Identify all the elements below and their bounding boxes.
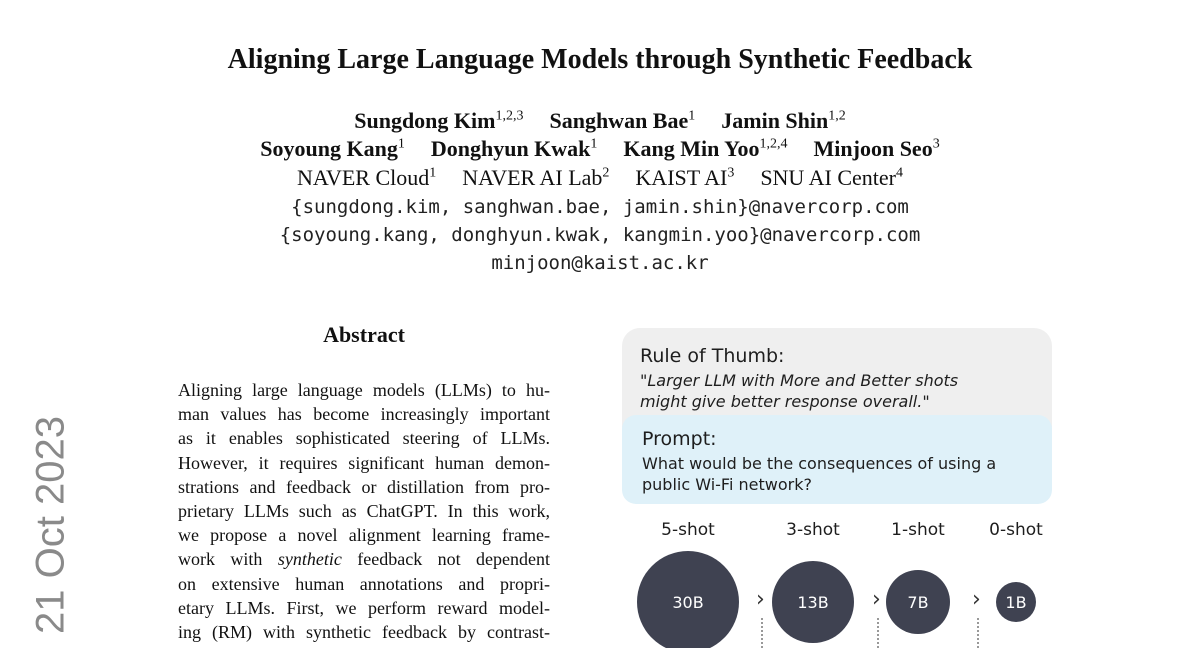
abstract-line: ing (RM) with synthetic feedback by contrast- <box>178 622 550 643</box>
prompt-title: Prompt: <box>642 428 717 450</box>
author-3 <box>721 108 846 133</box>
email-line-1[interactable]: {sungdong.kim, sanghwan.bae, jamin.shin}@navercorp.com <box>291 196 909 218</box>
author-name: Donghyun Kwak <box>430 136 591 161</box>
affiliation-name: KAIST AI <box>635 165 728 190</box>
paper-title: Aligning Large Language Models through Synthetic Feedback <box>227 44 973 75</box>
email-line-3[interactable]: minjoon@kaist.ac.kr <box>491 252 709 274</box>
author-superscript: 1 <box>590 136 598 152</box>
rule-of-thumb-quote: "Larger LLM with More and Better shots might give better response overall." <box>640 371 959 411</box>
greater-than-separator: › <box>756 587 765 612</box>
abstract-line: prietary LLMs such as ChatGPT. In this work, <box>178 501 550 522</box>
abstract-line: However, it requires significant human demon- <box>178 452 550 473</box>
model-size-bubble: 30B <box>637 551 739 648</box>
rule-of-thumb-title: Rule of Thumb: <box>640 345 785 367</box>
greater-than-separator: › <box>872 587 881 612</box>
affiliation-3 <box>635 165 734 190</box>
affiliation-name: SNU AI Center <box>760 165 896 190</box>
abstract-body <box>178 378 550 644</box>
author-name: Sanghwan Bae <box>549 108 689 133</box>
author-superscript: 1,2,4 <box>759 136 788 152</box>
affiliation-name: NAVER Cloud <box>297 165 430 190</box>
abstract-line: etary LLMs. First, we perform reward model- <box>178 597 550 618</box>
shot-label: 1-shot <box>891 520 945 540</box>
affiliation-superscript: 2 <box>602 165 610 181</box>
author-superscript: 3 <box>932 136 940 152</box>
author-superscript: 1,2 <box>828 108 846 124</box>
author-name: Minjoon Seo <box>813 136 933 161</box>
model-size-bubble: 1B <box>996 582 1036 622</box>
abstract-line: man values has become increasingly important <box>178 404 550 425</box>
shot-label: 5-shot <box>661 520 715 540</box>
affiliation-superscript: 1 <box>429 165 437 181</box>
email-line-2[interactable]: {soyoung.kang, donghyun.kwak, kangmin.yoo}@navercorp.com <box>279 224 921 246</box>
abstract-line: Aligning large language models (LLMs) to hu- <box>178 380 550 400</box>
arxiv-date-stamp: 21 Oct 2023 <box>28 416 73 634</box>
affiliations-row <box>0 165 1200 191</box>
abstract-line: we propose a novel alignment learning frame- <box>178 525 550 546</box>
dotted-connector <box>761 618 765 648</box>
abstract-line: on extensive human annotations and propri- <box>178 573 550 594</box>
abstract-line: work with synthetic feedback not dependent <box>178 549 551 570</box>
author-name: Soyoung Kang <box>260 136 398 161</box>
author-1 <box>354 108 523 133</box>
abstract-heading: Abstract <box>323 322 405 347</box>
author-superscript: 1,2,3 <box>495 108 524 124</box>
affiliation-4 <box>760 165 903 190</box>
dotted-connector <box>977 618 981 648</box>
affiliation-2 <box>462 165 609 190</box>
affiliation-superscript: 3 <box>727 165 735 181</box>
authors-row-2 <box>0 136 1200 162</box>
author-2 <box>431 136 598 161</box>
author-2 <box>549 108 695 133</box>
author-1 <box>260 136 405 161</box>
model-size-bubble: 7B <box>886 570 950 634</box>
model-size-bubble: 13B <box>772 561 854 643</box>
author-superscript: 1 <box>397 136 405 152</box>
affiliation-1 <box>297 165 436 190</box>
abstract-line: strations and feedback or distillation from pro- <box>178 476 550 497</box>
author-name: Sungdong Kim <box>354 108 496 133</box>
figure-1 <box>620 328 1060 648</box>
author-4 <box>814 136 940 161</box>
author-3 <box>623 136 787 161</box>
affiliation-name: NAVER AI Lab <box>462 165 603 190</box>
author-name: Jamin Shin <box>721 108 829 133</box>
shot-label: 0-shot <box>989 520 1043 540</box>
authors-row-1 <box>0 108 1200 134</box>
prompt-text: What would be the consequences of using a public Wi-Fi network? <box>642 454 997 494</box>
author-name: Kang Min Yoo <box>623 136 760 161</box>
dotted-connector <box>877 618 881 648</box>
shot-label: 3-shot <box>786 520 840 540</box>
abstract-line: as it enables sophisticated steering of LLMs. <box>178 428 550 449</box>
affiliation-superscript: 4 <box>895 165 903 181</box>
author-superscript: 1 <box>688 108 696 124</box>
greater-than-separator: › <box>972 587 981 612</box>
